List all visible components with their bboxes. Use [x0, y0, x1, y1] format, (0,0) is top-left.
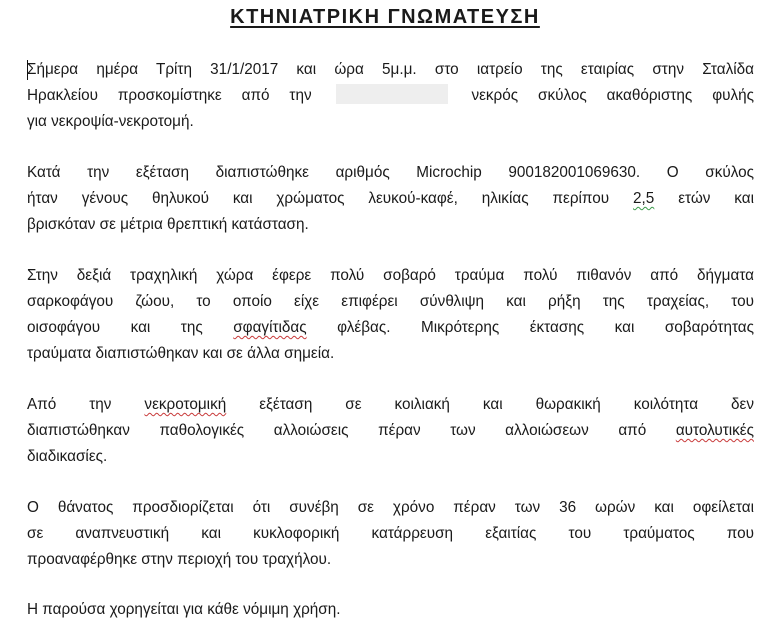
- paragraph-intro-line-2: [27, 83, 754, 109]
- document-title: [0, 6, 770, 29]
- paragraph-examination-line-3: βρισκόταν σε μέτρια θρεπτική κατάσταση.: [27, 216, 309, 233]
- paragraph-necropsy-line-2: [27, 418, 754, 444]
- document-title-text: ΚΤΗΝΙΑΤΡΙΚΗ ΓΝΩΜΑΤΕΥΣΗ: [230, 6, 540, 28]
- paragraph-injuries-line-3: [27, 315, 754, 341]
- grammar-flagged-age: 2,5: [633, 190, 655, 207]
- paragraph-injuries-line-2: σαρκοφάγου ζώου, το οποίο είχε επιφέρει σύνθλιψη και ρήξη της τραχείας, του: [27, 293, 754, 310]
- paragraph-intro[interactable]: [27, 57, 754, 135]
- paragraph-intro-line-1: Σήμερα ημέρα Τρίτη 31/1/2017 και ώρα 5μ.μ. στο ιατρείο της εταιρίας στην Σταλίδα: [27, 61, 754, 78]
- spelling-flagged-necropsy: νεκροτομική: [144, 396, 227, 413]
- paragraph-intro-line-3: για νεκροψία-νεκροτομή.: [27, 113, 194, 130]
- redacted-name-block: [336, 84, 448, 104]
- paragraph-injuries-line-3-start: οισοφάγου και της: [27, 319, 203, 336]
- paragraph-closing[interactable]: [27, 597, 754, 623]
- paragraph-examination-line-2: [27, 186, 754, 212]
- paragraph-injuries-line-1: Στην δεξιά τραχηλική χώρα έφερε πολύ σοβαρό τραύμα πολύ πιθανόν από δήγματα: [27, 267, 754, 284]
- paragraph-cause-of-death[interactable]: [27, 495, 754, 573]
- paragraph-closing-line-1: Η παρούσα χορηγείται για κάθε νόμιμη χρήση.: [27, 601, 341, 618]
- paragraph-cause-line-2: σε αναπνευστική και κυκλοφορική κατάρρευση εξαιτίας του τραύματος που: [27, 525, 754, 542]
- paragraph-cause-line-1: Ο θάνατος προσδιορίζεται ότι συνέβη σε χρόνο πέραν των 36 ωρών και οφείλεται: [27, 499, 754, 516]
- paragraph-necropsy-line-1-start: Από την: [27, 396, 112, 413]
- paragraph-intro-line-2-start: Ηρακλείου προσκομίστηκε από την: [27, 87, 312, 104]
- spelling-flagged-autolytic: αυτολυτικές: [675, 422, 754, 439]
- paragraph-necropsy-line-2-start: διαπιστώθηκαν παθολογικές αλλοιώσεις πέραν των αλλοιώσεων από: [27, 422, 647, 439]
- paragraph-examination[interactable]: [27, 160, 754, 238]
- paragraph-necropsy-line-3: διαδικασίες.: [27, 448, 108, 465]
- spelling-flagged-jugular: σφαγίτιδας: [233, 319, 307, 336]
- paragraph-necropsy[interactable]: [27, 392, 754, 470]
- paragraph-examination-line-2-start: ήταν γένους θηλυκού και χρώματος λευκού-καφέ, ηλικίας περίπου: [27, 190, 610, 207]
- paragraph-injuries[interactable]: [27, 263, 754, 367]
- paragraph-necropsy-line-1-end: εξέταση σε κοιλιακή και θωρακική κοιλότητα δεν: [259, 396, 755, 413]
- paragraph-examination-line-1: Κατά την εξέταση διαπιστώθηκε αριθμός Microchip 900182001069630. Ο σκύλος: [27, 164, 754, 181]
- paragraph-cause-line-3: προαναφέρθηκε στην περιοχή του τραχήλου.: [27, 551, 332, 568]
- paragraph-injuries-line-4: τραύματα διαπιστώθηκαν και σε άλλα σημεία.: [27, 345, 335, 362]
- paragraph-injuries-line-3-end: φλέβας. Μικρότερης έκτασης και σοβαρότητας: [337, 319, 754, 336]
- paragraph-intro-line-2-end: νεκρός σκύλος ακαθόριστης φυλής: [471, 87, 755, 104]
- paragraph-necropsy-line-1: [27, 392, 754, 418]
- paragraph-examination-line-2-end: ετών και: [678, 190, 755, 207]
